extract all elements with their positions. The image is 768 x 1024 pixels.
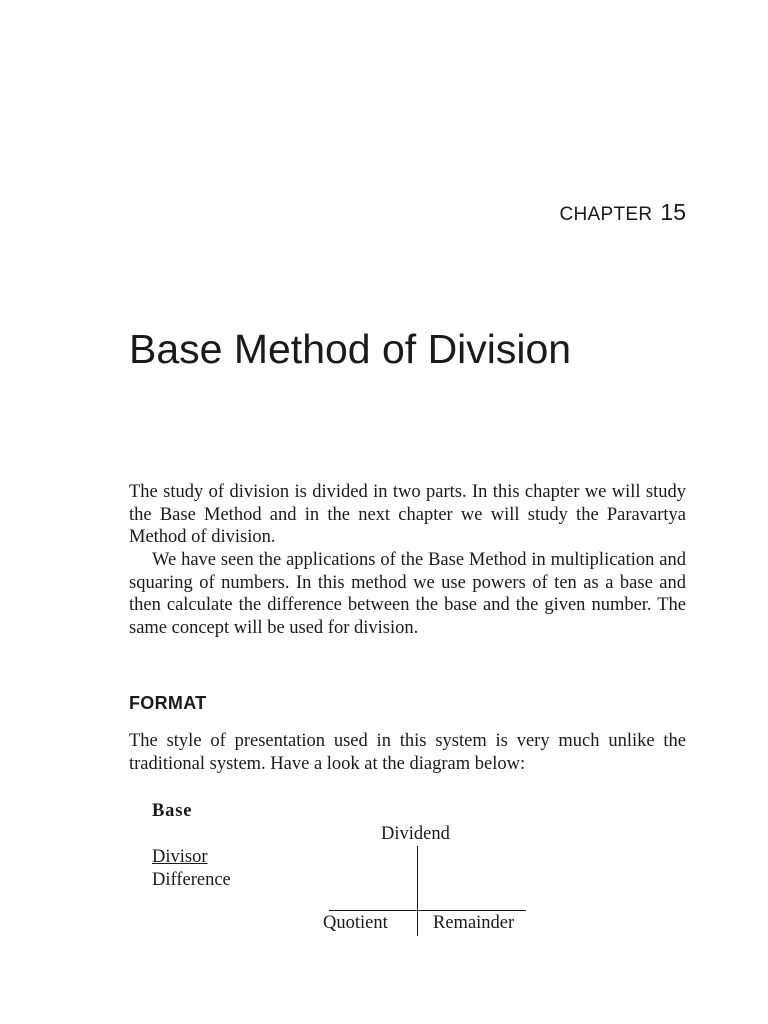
chapter-title: Base Method of Division — [129, 326, 572, 372]
format-heading: FORMAT — [129, 693, 207, 713]
diagram-remainder-label: Remainder — [433, 913, 515, 933]
chapter-number: 15 — [660, 199, 686, 225]
diagram-difference-label: Difference — [152, 870, 231, 890]
diagram-horizontal-divider — [329, 910, 526, 911]
intro-paragraph-1: The study of division is divided in two parts. In this chapter we will study the Base Method and in the next chapter we will study the Paravartya Method of division. — [129, 482, 686, 548]
intro-paragraph-2: We have seen the applications of the Base Method in multiplication and squaring of numbers. In this method we use powers of ten as a base and then calculate the difference between the base and the given number. The same concept will be used for division. — [129, 550, 686, 638]
diagram-dividend-label: Dividend — [381, 824, 450, 844]
chapter-label: CHAPTER — [559, 204, 653, 225]
diagram-base-label: Base — [152, 801, 193, 821]
diagram-vertical-divider — [417, 846, 418, 936]
format-paragraph: The style of presentation used in this system is very much unlike the traditional system. Have a look at the diagram below: — [129, 731, 686, 774]
diagram-quotient-label: Quotient — [323, 913, 388, 933]
diagram-divisor-label: Divisor — [152, 847, 208, 867]
